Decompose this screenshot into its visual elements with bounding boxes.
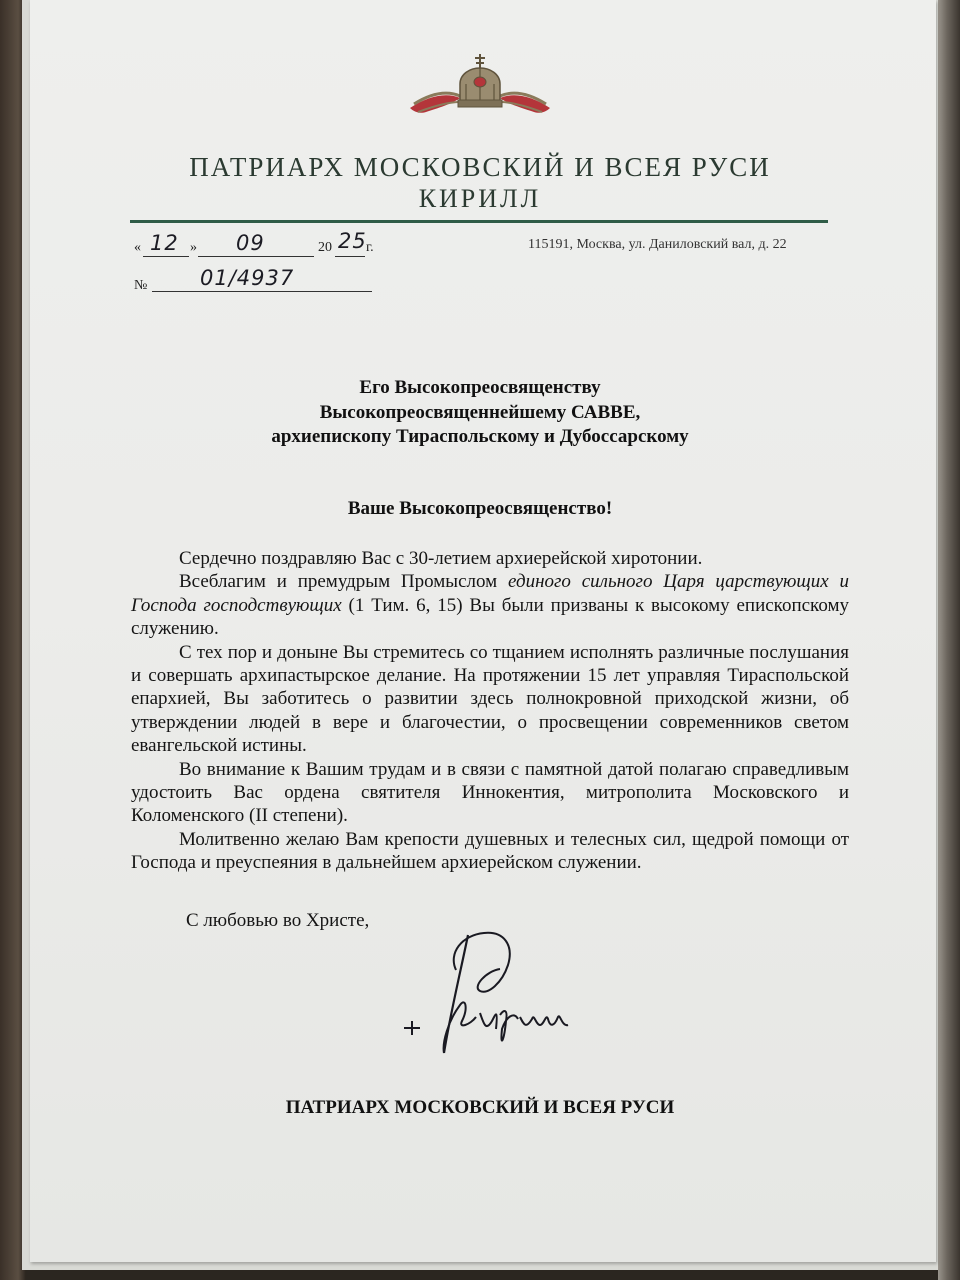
number-value: 01/4937 [200, 266, 295, 290]
letter-body [131, 547, 849, 875]
letterhead-name: КИРИЛЛ [418, 184, 542, 213]
date-day: 12 [150, 231, 179, 255]
date-month-line [198, 256, 314, 257]
number-label: № [134, 278, 148, 293]
date-day-line [143, 256, 189, 257]
signatory-title: ПАТРИАРХ МОСКОВСКИЙ И ВСЕЯ РУСИ [285, 1097, 675, 1118]
paragraph-3: С тех пор и доныне Вы стремитесь со тщанием исполнять различные послушания и совершать архипастырское делание. На протяжении 15 лет управляя Тираспольской епархией, Вы заботитесь о развитии здесь полнокровной приходской жизни, об утверждении людей в вере и благочестии, о просвещении современников светом евангельской истины. [131, 641, 849, 757]
address: 115191, Москва, ул. Даниловский вал, д. 22 [528, 237, 787, 252]
date-close-quote: » [190, 240, 197, 255]
patriarch-crest-icon [408, 52, 552, 120]
paragraph-5: Молитвенно желаю Вам крепости душевных и телесных сил, щедрой помощи от Господа и преуспеяния в дальнейшем архиерейском служении. [131, 828, 849, 874]
date-open-quote: « [134, 240, 141, 255]
date-year-label: г. [366, 240, 374, 255]
paragraph-2-quote: единого сильного Царя царствующих и Господа господствующих [131, 571, 850, 616]
paragraph-1: Сердечно поздравляю Вас с 30-летием архиерейской хиротонии. [179, 548, 703, 569]
paragraph-2-end: (1 Тим. 6, 15) Вы были призваны к высокому епископскому служению. [131, 594, 849, 640]
date-year-prefix: 20 [318, 240, 332, 255]
number-line [152, 291, 372, 292]
recipient-line-2: Высокопреосвященнейшему САВВЕ, [319, 402, 641, 423]
greeting: Ваше Высокопреосвященство! [347, 498, 613, 519]
signature [396, 925, 586, 1065]
letterhead-title: ПАТРИАРХ МОСКОВСКИЙ И ВСЕЯ РУСИ [189, 152, 771, 182]
paragraph-2 [131, 570, 849, 640]
paragraph-2-start: Всеблагим и премудрым Промыслом [179, 571, 508, 593]
recipient-line-3: архиепископу Тираспольскому и Дубоссарскому [271, 426, 689, 447]
date-year-line [335, 256, 365, 257]
date-month: 09 [236, 231, 265, 255]
closing: С любовью во Христе, [186, 910, 370, 931]
paragraph-4: Во внимание к Вашим трудам и в связи с памятной датой полагаю справедливым удостоить Вас ордена святителя Иннокентия, митрополита Московского и Коломенского (II степени). [131, 758, 849, 827]
letterhead-rule [130, 220, 828, 223]
recipient-line-1: Его Высокопреосвященству [359, 377, 601, 398]
date-year-suffix: 25 [338, 229, 367, 253]
